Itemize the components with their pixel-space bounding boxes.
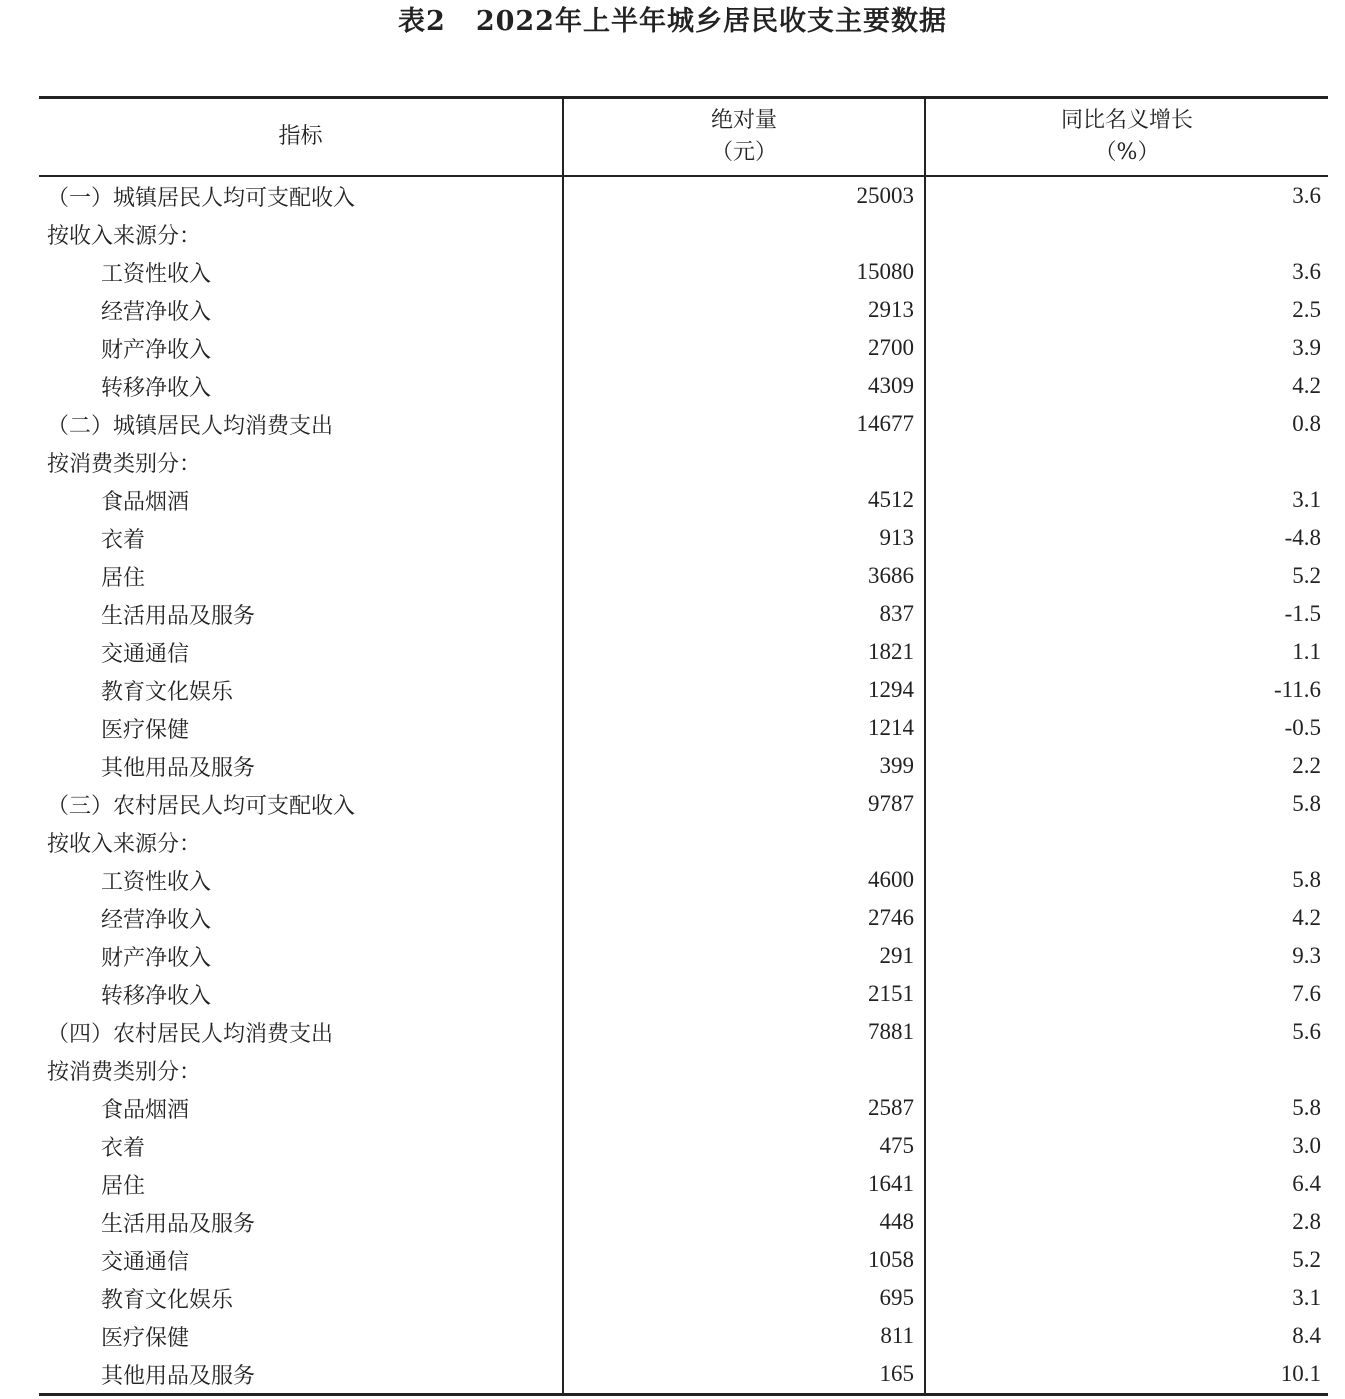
- row-indicator: （一）城镇居民人均可支配收入: [47, 185, 356, 211]
- row-indicator: 其他用品及服务: [101, 1363, 256, 1389]
- table-body: [39, 176, 1328, 1395]
- header-nominal-growth: [925, 98, 1328, 177]
- row-absolute-amount: [563, 823, 925, 861]
- row-indicator: 按收入来源分：: [47, 223, 202, 249]
- row-nominal-growth: -0.5: [925, 709, 1328, 747]
- table-row: [39, 367, 1328, 405]
- row-nominal-growth: 5.2: [925, 557, 1328, 595]
- row-nominal-growth: [925, 215, 1328, 253]
- row-indicator: 按收入来源分：: [47, 831, 202, 857]
- table-row: [39, 671, 1328, 709]
- row-absolute-amount: 3686: [563, 557, 925, 595]
- row-absolute-amount: 913: [563, 519, 925, 557]
- row-absolute-amount: 1294: [563, 671, 925, 709]
- table-row: [39, 1241, 1328, 1279]
- table-row: [39, 253, 1328, 291]
- row-absolute-amount: 1641: [563, 1165, 925, 1203]
- row-nominal-growth: -11.6: [925, 671, 1328, 709]
- row-indicator: 经营净收入: [101, 299, 212, 325]
- row-absolute-amount: 9787: [563, 785, 925, 823]
- table-row: [39, 329, 1328, 367]
- table-row: [39, 519, 1328, 557]
- row-indicator: （二）城镇居民人均消费支出: [47, 413, 334, 439]
- row-absolute-amount: 2746: [563, 899, 925, 937]
- row-absolute-amount: 837: [563, 595, 925, 633]
- row-nominal-growth: 7.6: [925, 975, 1328, 1013]
- row-indicator: 衣着: [101, 1135, 146, 1161]
- row-absolute-amount: 811: [563, 1317, 925, 1355]
- row-absolute-amount: 1214: [563, 709, 925, 747]
- table-row: [39, 1279, 1328, 1317]
- row-absolute-amount: 4600: [563, 861, 925, 899]
- table-row: [39, 823, 1328, 861]
- row-nominal-growth: 3.1: [925, 481, 1328, 519]
- table-row: [39, 1051, 1328, 1089]
- table-row: [39, 785, 1328, 823]
- row-nominal-growth: 4.2: [925, 899, 1328, 937]
- row-indicator: 生活用品及服务: [101, 603, 256, 629]
- row-indicator: 按消费类别分：: [47, 1059, 202, 1085]
- row-absolute-amount: 2700: [563, 329, 925, 367]
- table-title: [0, 0, 1345, 44]
- table-row: [39, 709, 1328, 747]
- row-nominal-growth: [925, 443, 1328, 481]
- row-indicator: 工资性收入: [101, 261, 212, 287]
- row-nominal-growth: 4.2: [925, 367, 1328, 405]
- table-title-text: 2022年上半年城乡居民收支主要数据: [475, 6, 947, 37]
- row-nominal-growth: 5.6: [925, 1013, 1328, 1051]
- table-row: [39, 176, 1328, 215]
- table-row: [39, 1013, 1328, 1051]
- table-number: 表2: [398, 6, 446, 37]
- header-indicator-label: 指标: [278, 124, 323, 149]
- row-indicator: 教育文化娱乐: [101, 679, 234, 705]
- table-row: [39, 633, 1328, 671]
- row-absolute-amount: 399: [563, 747, 925, 785]
- row-absolute-amount: [563, 1051, 925, 1089]
- row-indicator: 工资性收入: [101, 869, 212, 895]
- row-absolute-amount: 2913: [563, 291, 925, 329]
- row-nominal-growth: 3.9: [925, 329, 1328, 367]
- row-indicator: 财产净收入: [101, 337, 212, 363]
- table-row: [39, 1317, 1328, 1355]
- row-nominal-growth: 5.8: [925, 1089, 1328, 1127]
- header-absolute-amount-unit: （元）: [710, 140, 777, 165]
- row-indicator: 教育文化娱乐: [101, 1287, 234, 1313]
- row-indicator: 衣着: [101, 527, 146, 553]
- row-nominal-growth: 10.1: [925, 1355, 1328, 1395]
- row-indicator: 转移净收入: [101, 375, 212, 401]
- header-nominal-growth-label: 同比名义增长: [1060, 108, 1193, 133]
- row-indicator: 转移净收入: [101, 983, 212, 1009]
- header-absolute-amount: [563, 98, 925, 177]
- row-nominal-growth: 5.8: [925, 861, 1328, 899]
- row-absolute-amount: [563, 443, 925, 481]
- row-absolute-amount: 4309: [563, 367, 925, 405]
- row-absolute-amount: 7881: [563, 1013, 925, 1051]
- row-indicator: 食品烟酒: [101, 1097, 190, 1123]
- row-nominal-growth: 2.2: [925, 747, 1328, 785]
- row-indicator: 医疗保健: [101, 1325, 190, 1351]
- header-absolute-amount-label: 绝对量: [710, 108, 777, 133]
- table-row: [39, 405, 1328, 443]
- header-nominal-growth-unit: （%）: [1094, 140, 1160, 165]
- header-indicator: [39, 98, 563, 177]
- table-row: [39, 557, 1328, 595]
- row-nominal-growth: [925, 1051, 1328, 1089]
- row-absolute-amount: 448: [563, 1203, 925, 1241]
- row-indicator: 按消费类别分：: [47, 451, 202, 477]
- row-absolute-amount: 695: [563, 1279, 925, 1317]
- row-indicator: 财产净收入: [101, 945, 212, 971]
- table-row: [39, 1203, 1328, 1241]
- row-absolute-amount: 165: [563, 1355, 925, 1395]
- table-row: [39, 481, 1328, 519]
- row-nominal-growth: 0.8: [925, 405, 1328, 443]
- row-indicator: 居住: [101, 565, 146, 591]
- table-row: [39, 1089, 1328, 1127]
- row-indicator: 食品烟酒: [101, 489, 190, 515]
- row-nominal-growth: 3.6: [925, 253, 1328, 291]
- row-indicator: 交通通信: [101, 1249, 190, 1275]
- row-absolute-amount: 1058: [563, 1241, 925, 1279]
- row-indicator: 生活用品及服务: [101, 1211, 256, 1237]
- row-nominal-growth: 2.5: [925, 291, 1328, 329]
- row-indicator: 居住: [101, 1173, 146, 1199]
- row-nominal-growth: 6.4: [925, 1165, 1328, 1203]
- table-row: [39, 1165, 1328, 1203]
- table-row: [39, 1355, 1328, 1395]
- table-row: [39, 937, 1328, 975]
- table-row: [39, 861, 1328, 899]
- row-indicator: 经营净收入: [101, 907, 212, 933]
- row-nominal-growth: 5.2: [925, 1241, 1328, 1279]
- table-row: [39, 899, 1328, 937]
- row-nominal-growth: -4.8: [925, 519, 1328, 557]
- row-nominal-growth: [925, 823, 1328, 861]
- table-header: [39, 98, 1328, 177]
- row-nominal-growth: 3.0: [925, 1127, 1328, 1165]
- table-row: [39, 747, 1328, 785]
- header-row: [39, 98, 1328, 177]
- row-indicator: 其他用品及服务: [101, 755, 256, 781]
- row-absolute-amount: 291: [563, 937, 925, 975]
- table-row: [39, 291, 1328, 329]
- row-indicator: 交通通信: [101, 641, 190, 667]
- row-absolute-amount: 4512: [563, 481, 925, 519]
- income-expenditure-table: [39, 96, 1328, 1396]
- table-row: [39, 595, 1328, 633]
- row-nominal-growth: 1.1: [925, 633, 1328, 671]
- row-indicator: 医疗保健: [101, 717, 190, 743]
- row-absolute-amount: 25003: [563, 176, 925, 215]
- row-nominal-growth: 2.8: [925, 1203, 1328, 1241]
- row-nominal-growth: 5.8: [925, 785, 1328, 823]
- row-absolute-amount: 14677: [563, 405, 925, 443]
- row-absolute-amount: 2587: [563, 1089, 925, 1127]
- row-absolute-amount: 475: [563, 1127, 925, 1165]
- row-nominal-growth: -1.5: [925, 595, 1328, 633]
- row-indicator: （三）农村居民人均可支配收入: [47, 793, 356, 819]
- table-row: [39, 443, 1328, 481]
- row-absolute-amount: 2151: [563, 975, 925, 1013]
- table-row: [39, 1127, 1328, 1165]
- table-row: [39, 975, 1328, 1013]
- row-absolute-amount: 1821: [563, 633, 925, 671]
- row-nominal-growth: 3.6: [925, 176, 1328, 215]
- row-absolute-amount: 15080: [563, 253, 925, 291]
- row-indicator: （四）农村居民人均消费支出: [47, 1021, 334, 1047]
- table-row: [39, 215, 1328, 253]
- row-nominal-growth: 8.4: [925, 1317, 1328, 1355]
- row-nominal-growth: 9.3: [925, 937, 1328, 975]
- row-nominal-growth: 3.1: [925, 1279, 1328, 1317]
- row-absolute-amount: [563, 215, 925, 253]
